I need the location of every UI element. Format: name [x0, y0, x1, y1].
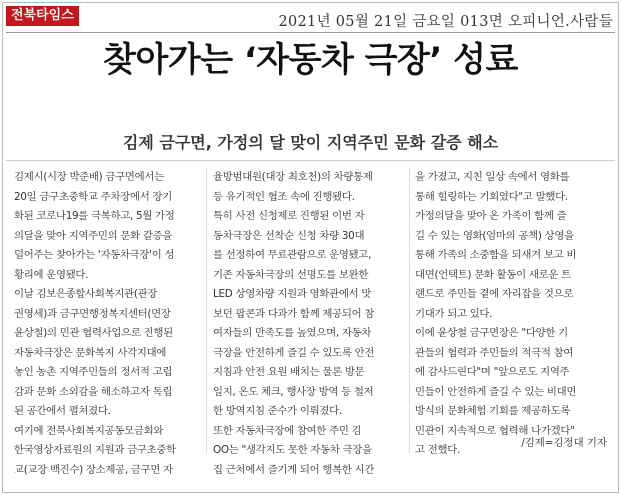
article-line: 의달을 맞아 지역주민의 문화 갈증을	[14, 229, 173, 242]
article-line: 권영세)과 금구면행정복지센터(면장	[14, 307, 171, 320]
article-line: 여기에 전북사회복지공동모금회와	[14, 424, 164, 437]
article-line: 한 방역지침 준수가 이뤄졌다.	[213, 405, 342, 417]
article-line: 통해 힐링하는 기회였다"고 말했다.	[415, 190, 568, 203]
article-line: 이에 윤상철 금구면장은 "다양한 기	[415, 327, 568, 339]
article-line: 감과 문화 소외감을 해소하고자 독립	[14, 385, 173, 398]
article-line: 가정의달을 맞아 온 가족이 함께 즐	[415, 210, 567, 222]
article-line: 율방범대원(대장 최호천)의 차량통제	[213, 171, 373, 183]
article-line: 극장을 안전하게 즐길 수 있도록 안전	[213, 346, 375, 359]
article-line: 지침과 안전 요원 배치는 물론 방문	[213, 366, 365, 378]
article-line: 특히 사전 신청제로 진행된 이번 자	[213, 210, 365, 222]
article-line: 기존 자동차극장의 선명도를 보완한	[213, 268, 369, 281]
article-line: 대면(언택트) 문화 활동이 새로운 트	[415, 268, 571, 281]
column-divider	[206, 168, 207, 453]
article-line: 동차극장은 선착순 신청 차량 30대	[213, 229, 365, 242]
subheadline: 김제 금구면, 가정의 달 맞이 지역주민 문화 갈증 해소	[122, 133, 499, 152]
article-line: 을 가졌고, 지친 일상 속에서 영화를	[415, 171, 570, 183]
article-line: 를 선정하여 무료관람으로 운영됐고,	[213, 249, 372, 261]
article-column-2	[213, 168, 403, 480]
article-line: 이날 김보은종합사회복지관(관장	[14, 288, 158, 300]
article-line: 덜어주는 찾아가는 '자동차극장'이 성	[14, 249, 175, 261]
subhead-divider	[6, 160, 615, 161]
article-column-3	[415, 168, 611, 461]
column-divider	[409, 168, 410, 453]
article-line: 보던 팝콘과 다과가 함께 제공되어 참	[213, 307, 375, 320]
article-line: 여자들의 만족도를 높였으며, 자동차	[213, 327, 372, 339]
article-line: 길 수 있는 영화(엄마의 공책) 상영을	[415, 229, 574, 242]
section-badge: 전북타임스	[6, 6, 79, 26]
article-line: 자동차극장은 문화복지 사각지대에	[14, 346, 167, 359]
article-line: 고 전했다.	[415, 444, 460, 456]
article-line: 황리에 운영됐다.	[14, 268, 89, 281]
headline: 찾아가는 ‘자동차 극장’ 성료	[103, 40, 518, 80]
article-line: 한국영상자료원의 지원과 금구초중학	[14, 444, 176, 456]
article-line: 놓인 농촌 지역주민들의 정서적 고립	[14, 366, 173, 378]
article-line: 일지, 온도 체크, 행사장 방역 등 철저	[213, 385, 374, 398]
article-line: 된 공간에서 펼쳐졌다.	[14, 405, 111, 417]
article-line: 통해 가족의 소중함을 되새겨 보고 비	[415, 249, 577, 261]
article-line: 등 유기적인 협조 속에 진행됐다.	[213, 190, 355, 203]
article-line: 화된 코로나19를 극복하고, 5월 가정	[14, 210, 175, 222]
article-line: LED 상영차량 지원과 영화관에서 맛	[213, 288, 372, 300]
byline: /김제=김정대 기자	[521, 437, 607, 449]
article-line: 에 감사드린다"며 "앞으로도 지역주	[415, 366, 570, 378]
article-line: 집 근처에서 즐기게 되어 행복한 시간	[213, 463, 375, 476]
article-line: 방식의 문화체험 기회를 제공하도록	[415, 405, 571, 417]
article-line: 20일 금구초중학교 주차장에서 장기	[14, 190, 172, 203]
article-line: 교(교장 백진수) 장소제공, 금구면 자	[14, 463, 173, 476]
article-line: 민관이 지속적으로 협력해 나가겠다"	[415, 424, 575, 437]
article-line: 또한 자동차극장에 참여한 주민 김	[213, 424, 362, 437]
article-line: 김제시(시장 박준배) 금구면에서는	[14, 171, 164, 183]
dateline: 2021년 05월 21일 금요일 013면 오피니언.사람들	[278, 14, 613, 30]
article-line: 윤상철)의 민관 협력사업으로 진행된	[14, 327, 173, 339]
article-line: 랜드로 주민들 곁에 자리잡을 것으로	[415, 288, 574, 300]
article-line: OO는 "생각지도 못한 자동차 극장을	[213, 444, 372, 456]
article-line: 민들이 안전하게 즐길 수 있는 비대면	[415, 385, 577, 398]
top-divider	[6, 32, 615, 33]
article-line: 관들의 협력과 주민들의 적극적 참여	[415, 346, 574, 359]
article-column-1	[14, 168, 200, 480]
article-line: 기대가 되고 있다.	[415, 307, 493, 320]
